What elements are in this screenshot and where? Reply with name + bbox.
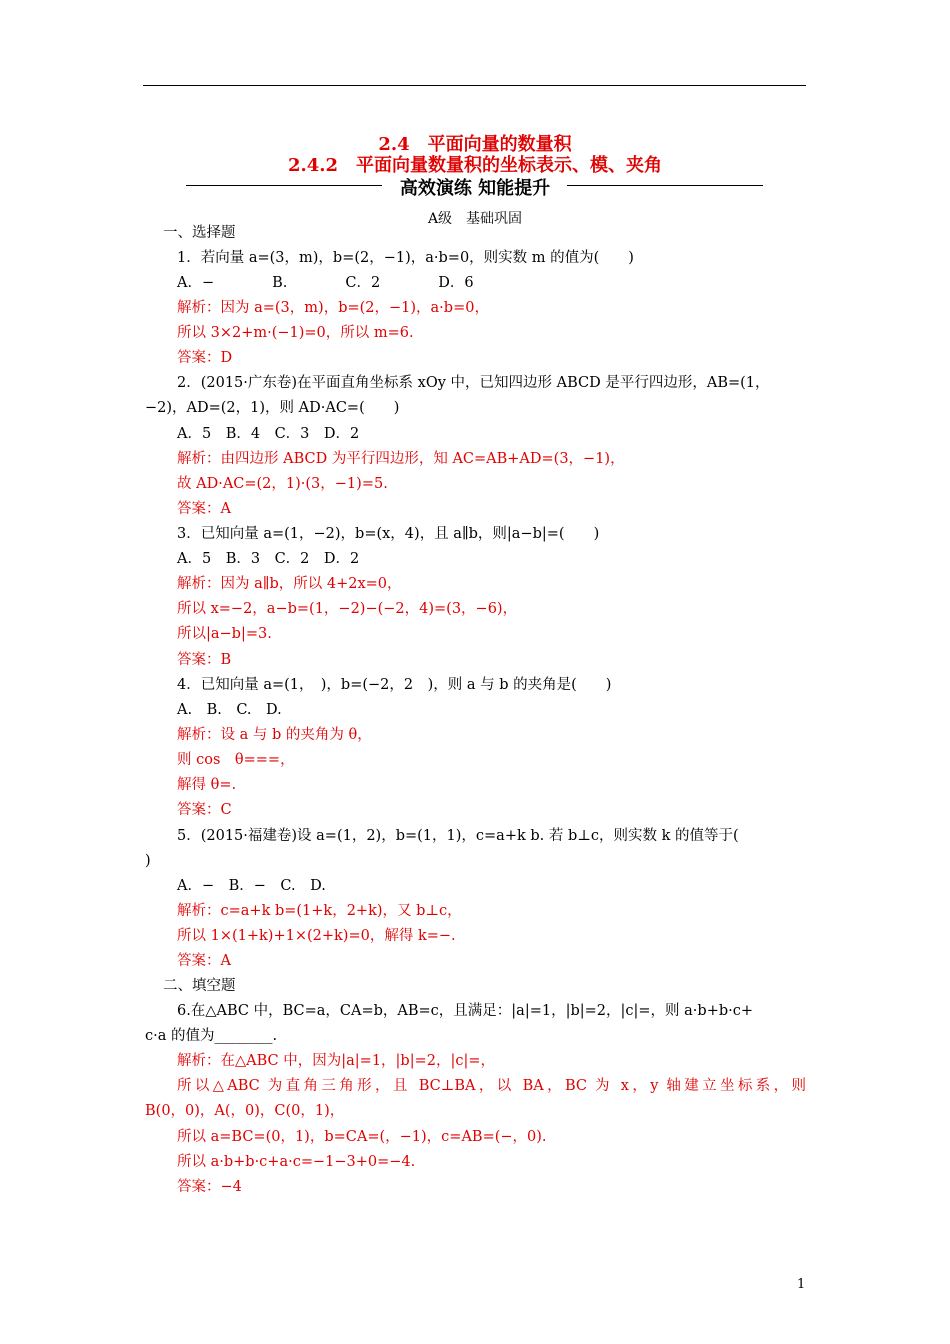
text-line: A. B. C. D. <box>177 702 282 718</box>
text-line: 答案：A <box>177 501 231 517</box>
text-line: A．5 B．4 C．3 D．2 <box>177 426 360 442</box>
text-line: 答案：A <box>177 953 231 969</box>
text-line: 解析：在△ABC 中，因为|a|=1，|b|=2，|c|=， <box>177 1053 496 1069</box>
text-line: 所以 a=BC=(0，1)，b=CA=(，−1)，c=AB=(−，0). <box>177 1129 547 1145</box>
text-line: A．− B．− C. D. <box>177 878 326 894</box>
text-line: A．− B. C．2 D．6 <box>177 275 474 291</box>
text-line: −2)，AD=(2，1)，则 AD·AC=( ) <box>145 400 400 416</box>
text-line: 3．已知向量 a=(1，−2)，b=(x，4)，且 a∥b，则|a−b|=( ) <box>177 526 600 542</box>
subsection-title: 2.4.2 平面向量数量积的坐标表示、模、夹角 <box>287 155 663 176</box>
text-line: 一、选择题 <box>163 225 236 241</box>
banner-line-right <box>567 185 763 186</box>
text-line: A．5 B．3 C．2 D．2 <box>177 551 360 567</box>
section-title: 2.4 平面向量的数量积 <box>378 134 572 155</box>
text-line: 解析：由四边形 ABCD 为平行四边形，知 AC=AB+AD=(3，−1)， <box>177 451 625 467</box>
text-line: 解得 θ=. <box>177 777 237 793</box>
text-line: B(0，0)，A(，0)，C(0，1)， <box>145 1103 345 1119</box>
text-line: c·a 的值为________. <box>145 1028 278 1044</box>
banner <box>0 172 950 200</box>
text-line: 解析：设 a 与 b 的夹角为 θ， <box>177 727 372 743</box>
text-line: 6.在△ABC 中，BC=a，CA=b，AB=c，且满足：|a|=1，|b|=2，|c|=，则 a·b+b·c+ <box>177 1003 754 1019</box>
text-line: 则 cos θ===， <box>177 752 295 768</box>
text-line: 答案：D <box>177 350 233 366</box>
text-line: 答案：C <box>177 802 232 818</box>
text-line: 4．已知向量 a=(1， )，b=(−2，2 )，则 a 与 b 的夹角是( ) <box>177 677 612 693</box>
text-line: 所以 3×2+m·(−1)=0，所以 m=6. <box>177 325 414 341</box>
text-line: 5．(2015·福建卷)设 a=(1，2)，b=(1，1)，c=a+k b. 若 b⊥c，则实数 k 的值等于( <box>177 828 739 844</box>
text-line: 解析：因为 a∥b，所以 4+2x=0， <box>177 576 402 592</box>
text-line: 所以|a−b|=3. <box>177 626 272 642</box>
text-line: 所以 1×(1+k)+1×(2+k)=0，解得 k=−. <box>177 928 456 944</box>
text-line: 二、填空题 <box>163 978 236 994</box>
text-line: 所以△ABC 为直角三角形，且 BC⊥BA，以 BA，BC 为 x，y 轴建立坐标系，则 <box>177 1078 806 1094</box>
text-line: 答案：B <box>177 652 232 668</box>
text-line: 所以 x=−2，a−b=(1，−2)−(−2，4)=(3，−6)， <box>177 601 518 617</box>
page-number: 1 <box>797 1277 806 1292</box>
text-line: 1．若向量 a=(3，m)，b=(2，−1)，a·b=0，则实数 m 的值为( ) <box>177 250 634 266</box>
banner-text: 高效演练 知能提升 <box>399 178 551 199</box>
text-line: ) <box>145 853 151 869</box>
text-line: 2．(2015·广东卷)在平面直角坐标系 xOy 中，已知四边形 ABCD 是平行四边形，AB=(1， <box>177 375 770 391</box>
text-line: 答案：−4 <box>177 1179 242 1195</box>
text-line: 解析：c=a+k b=(1+k，2+k)，又 b⊥c， <box>177 903 462 919</box>
text-line: 故 AD·AC=(2，1)·(3，−1)=5. <box>177 476 388 492</box>
text-line: 所以 a·b+b·c+a·c=−1−3+0=−4. <box>177 1154 416 1170</box>
level-heading: A级 基础巩固 <box>427 211 523 227</box>
text-line: 解析：因为 a=(3，m)，b=(2，−1)，a·b=0， <box>177 300 489 316</box>
header-rule <box>143 85 806 86</box>
